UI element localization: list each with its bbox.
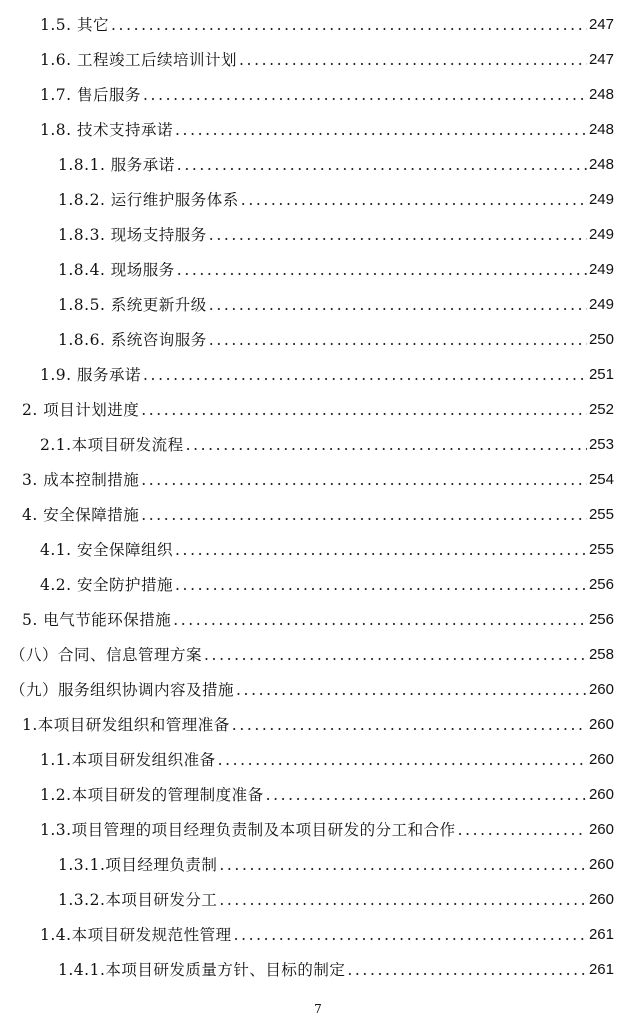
toc-leader-dots xyxy=(232,713,587,737)
toc-leader-dots xyxy=(175,538,587,562)
toc-entry-page: 248 xyxy=(588,121,614,138)
toc-entry-page: 247 xyxy=(588,51,614,68)
toc-entry[interactable] xyxy=(0,772,636,807)
toc-entry[interactable] xyxy=(0,387,636,422)
toc-entry-title: 4.1. 安全保障组织 xyxy=(40,541,174,559)
toc-entry[interactable] xyxy=(0,877,636,912)
toc-entry-page: 260 xyxy=(588,786,614,803)
toc-leader-dots xyxy=(177,153,587,177)
toc-entry-title: 1.3.1.项目经理负责制 xyxy=(58,856,218,874)
toc-entry-title: 1.6. 工程竣工后续培训计划 xyxy=(40,51,238,69)
toc-entry-page: 260 xyxy=(588,856,614,873)
toc-entry[interactable] xyxy=(0,107,636,142)
toc-entry-page: 261 xyxy=(588,926,614,943)
toc-entry-page: 252 xyxy=(588,401,614,418)
toc-entry[interactable] xyxy=(0,37,636,72)
toc-entry-title: （九）服务组织协调内容及措施 xyxy=(10,681,235,699)
toc-leader-dots xyxy=(234,923,587,947)
toc-leader-dots xyxy=(141,503,587,527)
toc-entry[interactable] xyxy=(0,912,636,947)
toc-entry[interactable] xyxy=(0,947,636,982)
toc-entry-title: 1.5. 其它 xyxy=(40,16,110,34)
toc-entry-title: 3. 成本控制措施 xyxy=(22,471,140,489)
toc-leader-dots xyxy=(209,293,587,317)
toc-entry-page: 256 xyxy=(588,576,614,593)
toc-entry[interactable] xyxy=(0,667,636,702)
toc-entry[interactable] xyxy=(0,212,636,247)
toc-entry-title: 4. 安全保障措施 xyxy=(22,506,140,524)
toc-entry-title: 1.8.2. 运行维护服务体系 xyxy=(58,191,239,209)
toc-entry-page: 249 xyxy=(588,261,614,278)
toc-entry-page: 248 xyxy=(588,156,614,173)
toc-entry-title: 1.9. 服务承诺 xyxy=(40,366,142,384)
toc-leader-dots xyxy=(458,818,587,842)
toc-entry-page: 254 xyxy=(588,471,614,488)
toc-entry[interactable] xyxy=(0,562,636,597)
toc-entry[interactable] xyxy=(0,282,636,317)
toc-entry-page: 255 xyxy=(588,541,614,558)
toc-leader-dots xyxy=(204,643,587,667)
toc-entry-title: 1.8.5. 系统更新升级 xyxy=(58,296,207,314)
toc-leader-dots xyxy=(239,48,587,72)
toc-entry-page: 249 xyxy=(588,191,614,208)
toc-leader-dots xyxy=(241,188,587,212)
toc-leader-dots xyxy=(347,958,587,982)
toc-leader-dots xyxy=(143,83,587,107)
toc-entry-page: 249 xyxy=(588,226,614,243)
toc-leader-dots xyxy=(209,223,587,247)
toc-entry-title: 1.8.3. 现场支持服务 xyxy=(58,226,207,244)
toc-leader-dots xyxy=(143,363,587,387)
toc-entry-page: 256 xyxy=(588,611,614,628)
toc-entry[interactable] xyxy=(0,247,636,282)
toc-entry-title: 5. 电气节能环保措施 xyxy=(22,611,172,629)
toc-entry-title: 2. 项目计划进度 xyxy=(22,401,140,419)
toc-entry[interactable] xyxy=(0,317,636,352)
toc-leader-dots xyxy=(175,118,587,142)
toc-entry-page: 260 xyxy=(588,891,614,908)
toc-leader-dots xyxy=(175,573,587,597)
toc-leader-dots xyxy=(141,398,587,422)
toc-leader-dots xyxy=(266,783,587,807)
toc-entry[interactable] xyxy=(0,142,636,177)
toc-leader-dots xyxy=(173,608,587,632)
toc-leader-dots xyxy=(186,433,587,457)
toc-entry-page: 258 xyxy=(588,646,614,663)
toc-entry-page: 249 xyxy=(588,296,614,313)
toc-entry[interactable] xyxy=(0,422,636,457)
toc-entry-page: 253 xyxy=(588,436,614,453)
toc-entry-title: 1.8. 技术支持承诺 xyxy=(40,121,174,139)
toc-entry-page: 251 xyxy=(588,366,614,383)
toc-entry[interactable] xyxy=(0,72,636,107)
toc-entry-page: 248 xyxy=(588,86,614,103)
toc-entry-title: 1.4.本项目研发规范性管理 xyxy=(40,926,232,944)
toc-entry[interactable] xyxy=(0,492,636,527)
toc-entry-title: 1.7. 售后服务 xyxy=(40,86,142,104)
toc-entry[interactable] xyxy=(0,702,636,737)
toc-entry[interactable] xyxy=(0,177,636,212)
toc-leader-dots xyxy=(141,468,587,492)
toc-entry-page: 250 xyxy=(588,331,614,348)
toc-entry-title: 1.1.本项目研发组织准备 xyxy=(40,751,216,769)
page-number: 7 xyxy=(314,1002,322,1016)
toc-leader-dots xyxy=(218,748,587,772)
toc-entry-page: 255 xyxy=(588,506,614,523)
toc-entry-page: 261 xyxy=(588,961,614,978)
table-of-contents xyxy=(0,2,636,982)
toc-entry-title: 1.8.6. 系统咨询服务 xyxy=(58,331,207,349)
toc-entry-title: 1.3.项目管理的项目经理负责制及本项目研发的分工和合作 xyxy=(40,821,456,839)
toc-leader-dots xyxy=(236,678,587,702)
toc-entry-title: 1.3.2.本项目研发分工 xyxy=(58,891,218,909)
toc-entry-title: （八）合同、信息管理方案 xyxy=(10,646,203,664)
toc-entry[interactable] xyxy=(0,457,636,492)
toc-entry[interactable] xyxy=(0,632,636,667)
toc-leader-dots xyxy=(111,13,587,37)
toc-leader-dots xyxy=(219,888,587,912)
toc-entry-title: 1.本项目研发组织和管理准备 xyxy=(22,716,230,734)
toc-entry-page: 260 xyxy=(588,681,614,698)
toc-entry[interactable] xyxy=(0,597,636,632)
toc-entry-page: 260 xyxy=(588,716,614,733)
toc-entry[interactable] xyxy=(0,737,636,772)
toc-entry-title: 2.1.本项目研发流程 xyxy=(40,436,184,454)
toc-entry-title: 1.4.1.本项目研发质量方针、目标的制定 xyxy=(58,961,346,979)
toc-entry-page: 260 xyxy=(588,821,614,838)
toc-entry[interactable] xyxy=(0,2,636,37)
toc-entry[interactable] xyxy=(0,842,636,877)
toc-entry-title: 1.2.本项目研发的管理制度准备 xyxy=(40,786,264,804)
toc-entry-title: 1.8.1. 服务承诺 xyxy=(58,156,175,174)
toc-entry[interactable] xyxy=(0,807,636,842)
toc-leader-dots xyxy=(209,328,587,352)
toc-leader-dots xyxy=(177,258,587,282)
toc-entry-page: 260 xyxy=(588,751,614,768)
toc-entry-page: 247 xyxy=(588,16,614,33)
toc-leader-dots xyxy=(219,853,587,877)
toc-entry[interactable] xyxy=(0,527,636,562)
toc-entry-title: 1.8.4. 现场服务 xyxy=(58,261,175,279)
toc-entry[interactable] xyxy=(0,352,636,387)
toc-entry-title: 4.2. 安全防护措施 xyxy=(40,576,174,594)
